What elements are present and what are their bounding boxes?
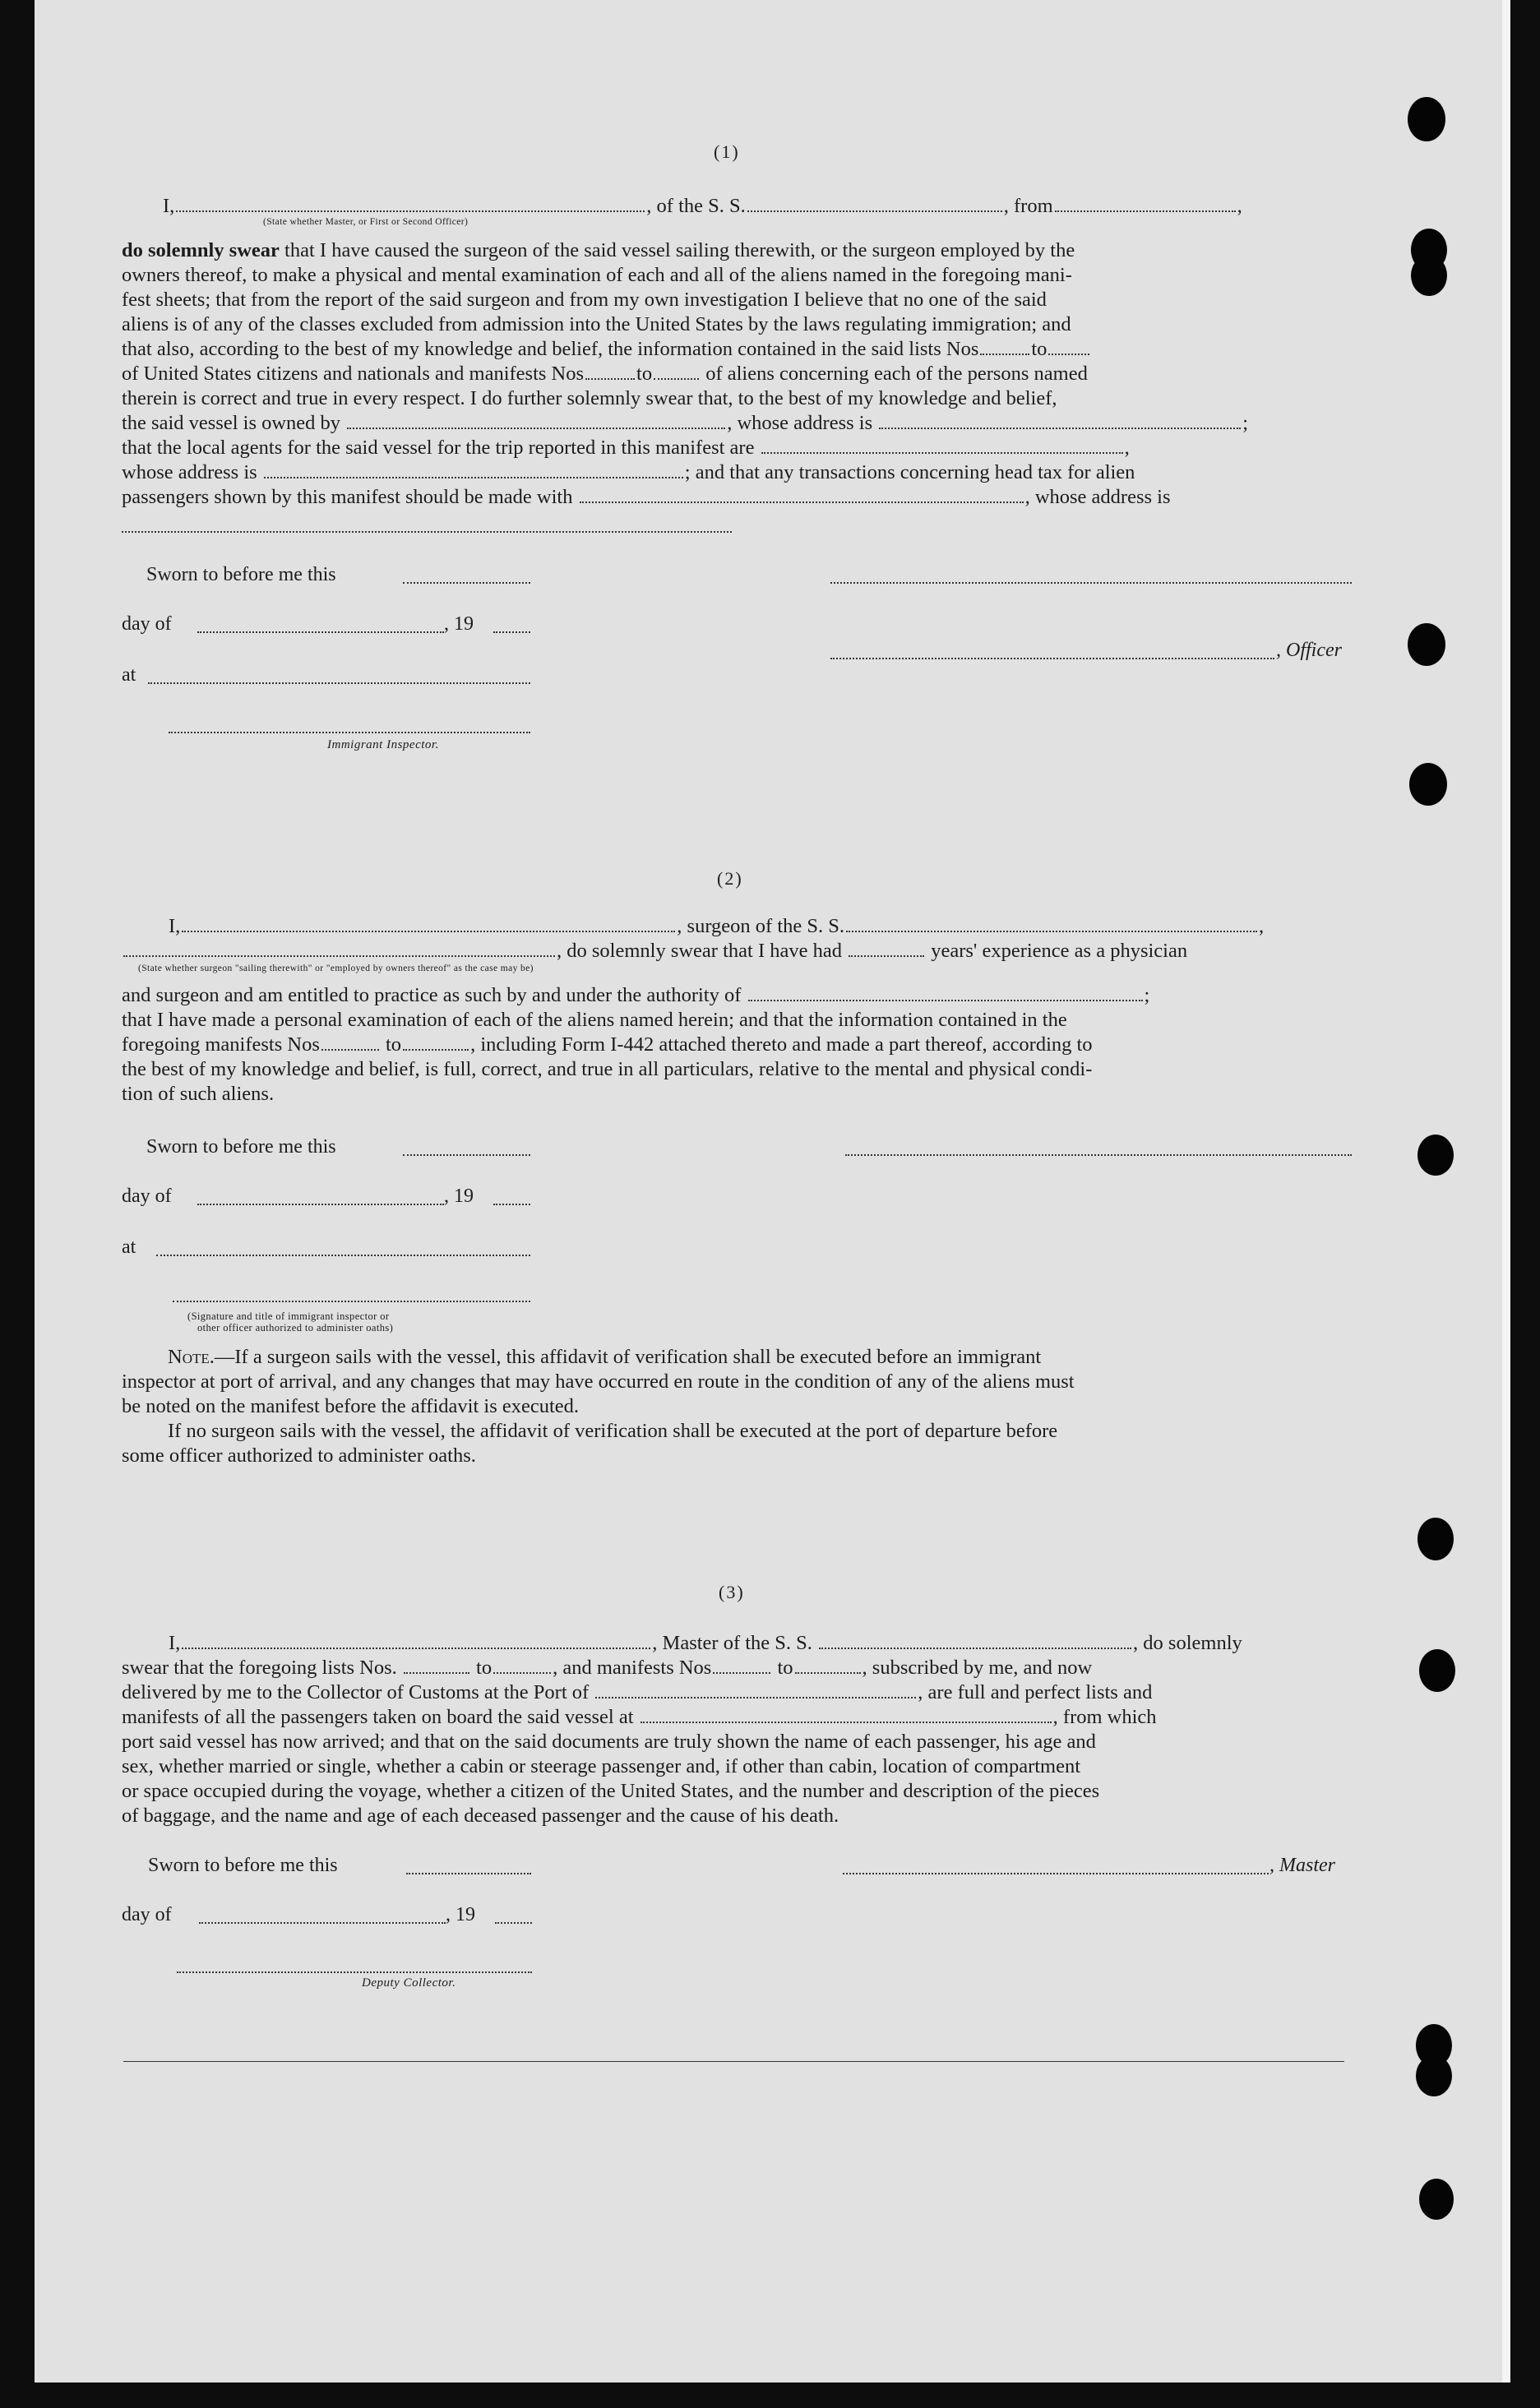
blank-master-manifest-to[interactable] xyxy=(795,1656,861,1674)
inspector-caption: Immigrant Inspector. xyxy=(327,738,439,751)
blank-master-list-to[interactable] xyxy=(493,1656,551,1674)
blank-head-tax-party[interactable] xyxy=(580,485,1024,503)
section-2-opening: I, , surgeon of the S. S. , xyxy=(169,915,1265,937)
punch-hole xyxy=(1411,255,1447,296)
punch-hole xyxy=(1408,97,1445,141)
year-label-1: , 19 xyxy=(444,613,474,635)
blank-vessel-name[interactable] xyxy=(747,194,1002,212)
year-label-2: , 19 xyxy=(444,1186,474,1207)
deputy-caption: Deputy Collector. xyxy=(362,1976,456,1990)
blank-owner-address[interactable] xyxy=(879,411,1241,429)
blank-year-2[interactable] xyxy=(493,1204,530,1205)
day-of-label-3: day of xyxy=(122,1904,172,1925)
blank-day-2[interactable] xyxy=(197,1204,444,1205)
section-2-note-paragraph: Note.—If a surgeon sails with the vessel, this affidavit of verification shall be executed before an immigrant inspector at port of arrival, and any changes that may have occurred en route in the condition of any of the aliens must be noted on the manifest before the affidavit is executed. If no surgeon sails with the vessel, the affidavit of verification shall be executed at the port of departure before some officer authorized to administer oaths. xyxy=(122,1346,1075,1467)
blank-master-list-from[interactable] xyxy=(404,1656,469,1674)
at-label-2: at xyxy=(122,1236,136,1258)
blank-authority[interactable] xyxy=(748,983,1143,1001)
punch-hole xyxy=(1408,623,1445,666)
lead-text: do solemnly swear xyxy=(122,239,280,261)
section-2-swear-line: , do solemnly swear that I have had years' experience as a physician xyxy=(122,939,1355,964)
blank-year-1[interactable] xyxy=(493,631,530,633)
blank-years[interactable] xyxy=(849,939,924,957)
blank-surgeon-type[interactable] xyxy=(123,939,555,957)
blank-sworn-date-2[interactable] xyxy=(403,1154,530,1156)
blank-officer-name[interactable] xyxy=(176,194,645,212)
of-ss-text: , of the S. S. xyxy=(646,195,746,217)
blank-day-3[interactable] xyxy=(199,1922,446,1924)
blank-head-tax-address[interactable] xyxy=(122,531,732,533)
blank-surgeon-manifest-from[interactable] xyxy=(321,1033,379,1051)
section-2-number: (2) xyxy=(717,868,743,889)
signature-note-1: (Signature and title of immigrant inspector or xyxy=(187,1310,390,1322)
blank-surgeon-signature[interactable] xyxy=(845,1154,1352,1156)
sworn-label-2: Sworn to before me this xyxy=(146,1136,336,1158)
punch-hole xyxy=(1416,2055,1452,2096)
sworn-label-3: Sworn to before me this xyxy=(148,1855,338,1876)
blank-surgeon-name[interactable] xyxy=(182,914,675,932)
year-label-3: , 19 xyxy=(446,1904,475,1925)
blank-port-of-embarkation[interactable] xyxy=(641,1705,1052,1723)
blank-list-no-from[interactable] xyxy=(980,337,1029,355)
blank-at-1[interactable] xyxy=(148,682,530,684)
punch-hole xyxy=(1409,763,1447,806)
blank-surgeon-vessel[interactable] xyxy=(846,914,1257,932)
blank-master-name[interactable] xyxy=(182,1631,650,1649)
blank-agents[interactable] xyxy=(761,436,1123,454)
at-label-1: at xyxy=(122,664,136,686)
section-1-body: do solemnly swear that I have caused the surgeon of the said vessel sailing therewith, or the surgeon employed by the owners thereof, to make a physical and mental examination of each and all of the aliens named in the foregoing mani- fest sheets; that from the report of the said surgeon and from my own investigation I believe that no one of the said aliens is of any of the classes excluded from admission into the United States by the laws regulating immigration; and that also, according to the best of my knowledge and belief, the information contained in the said lists Nos to of United States citizens and nationals and manifests Nos to of aliens concerning each of the persons named therein is correct and true in every respect. I do further solemnly swear that, to the best of my knowledge and belief, the said vessel is owned by , whose address is ; that the local agents for the said vessel for the trip reported in this manifest are , whose address is ; and that any transactions concerning head tax for alien passengers shown by this manifest should be made with , whose address is xyxy=(122,239,1249,508)
blank-inspector-signature[interactable] xyxy=(169,732,530,733)
section-2-note: (State whether surgeon "sailing therewith" or "employed by owners thereof" as the case may be) xyxy=(138,964,534,973)
day-of-label-1: day of xyxy=(122,613,172,635)
signature-note-2: other officer authorized to administer oaths) xyxy=(197,1322,394,1333)
blank-master-signature[interactable] xyxy=(843,1873,1269,1874)
blank-surgeon-manifest-to[interactable] xyxy=(403,1033,469,1051)
blank-master-vessel[interactable] xyxy=(819,1631,1131,1649)
section-3-body: swear that the foregoing lists Nos. to , and manifests Nos to , subscribed by me, and now delivered by me to the Collector of Customs at the Port of , are full and perfect lists and manifests of all the passengers taken on board the said vessel at , from which port said vessel has now arrived; and that on the said documents are truly shown the name of each passenger, his age and sex, whether married or single, whether a cabin or steerage passenger and, if other than cabin, location of compartment or space occupied during the voyage, whether a citizen of the United States, and the number and description of the pieces of baggage, and the name and age of each deceased passenger and the cause of his death. xyxy=(122,1657,1157,1827)
section-3-number: (3) xyxy=(719,1582,745,1602)
blank-at-2[interactable] xyxy=(156,1255,530,1256)
page-edge xyxy=(1502,0,1510,2383)
section-1-opening: I, , of the S. S. , from , xyxy=(163,195,1242,217)
blank-list-no-to[interactable] xyxy=(1048,337,1089,355)
from-text: , from xyxy=(1003,195,1053,217)
blank-sworn-date-3[interactable] xyxy=(406,1873,531,1874)
sworn-label-1: Sworn to before me this xyxy=(146,564,336,585)
blank-owner[interactable] xyxy=(347,411,725,429)
bottom-rule xyxy=(123,2061,1344,2062)
blank-inspector-signature-2[interactable] xyxy=(173,1301,530,1302)
punch-hole xyxy=(1417,1135,1454,1176)
blank-manifest-from[interactable] xyxy=(585,362,635,380)
blank-officer-signature[interactable] xyxy=(830,658,1274,659)
officer-label: , Officer xyxy=(1276,640,1342,661)
blank-manifest-to[interactable] xyxy=(654,362,699,380)
note-label: Note. xyxy=(168,1346,215,1368)
punch-hole xyxy=(1419,2179,1454,2220)
punch-hole xyxy=(1417,1518,1454,1560)
blank-port-of-customs[interactable] xyxy=(595,1680,916,1699)
section-3-opening: I, , Master of the S. S. , do solemnly xyxy=(169,1632,1242,1654)
punch-hole xyxy=(1419,1649,1455,1692)
blank-from-port[interactable] xyxy=(1055,194,1236,212)
blank-year-3[interactable] xyxy=(495,1922,532,1924)
day-of-label-2: day of xyxy=(122,1186,172,1207)
section-1-note: (State whether Master, or First or Second Officer) xyxy=(263,217,469,227)
blank-agents-address[interactable] xyxy=(264,460,683,478)
blank-officer-top[interactable] xyxy=(830,582,1352,584)
blank-deputy-signature[interactable] xyxy=(177,1971,532,1973)
blank-master-manifest-from[interactable] xyxy=(713,1656,770,1674)
blank-day-1[interactable] xyxy=(197,631,444,633)
section-2-body: and surgeon and am entitled to practice as such by and under the authority of ; that I have made a personal examination of each of the aliens named herein; and that the information contained in the foregoing manifests Nos to , including Form I-442 attached thereto and made a part thereof, according to the best of my knowledge and belief, is full, correct, and true in all particulars, relative to the mental and physical condi- tion of such aliens. xyxy=(122,984,1150,1105)
blank-sworn-date-1[interactable] xyxy=(403,582,530,584)
section-1-number: (1) xyxy=(714,141,740,162)
pronoun-i: I, xyxy=(163,195,175,217)
master-label: , Master xyxy=(1269,1855,1335,1876)
